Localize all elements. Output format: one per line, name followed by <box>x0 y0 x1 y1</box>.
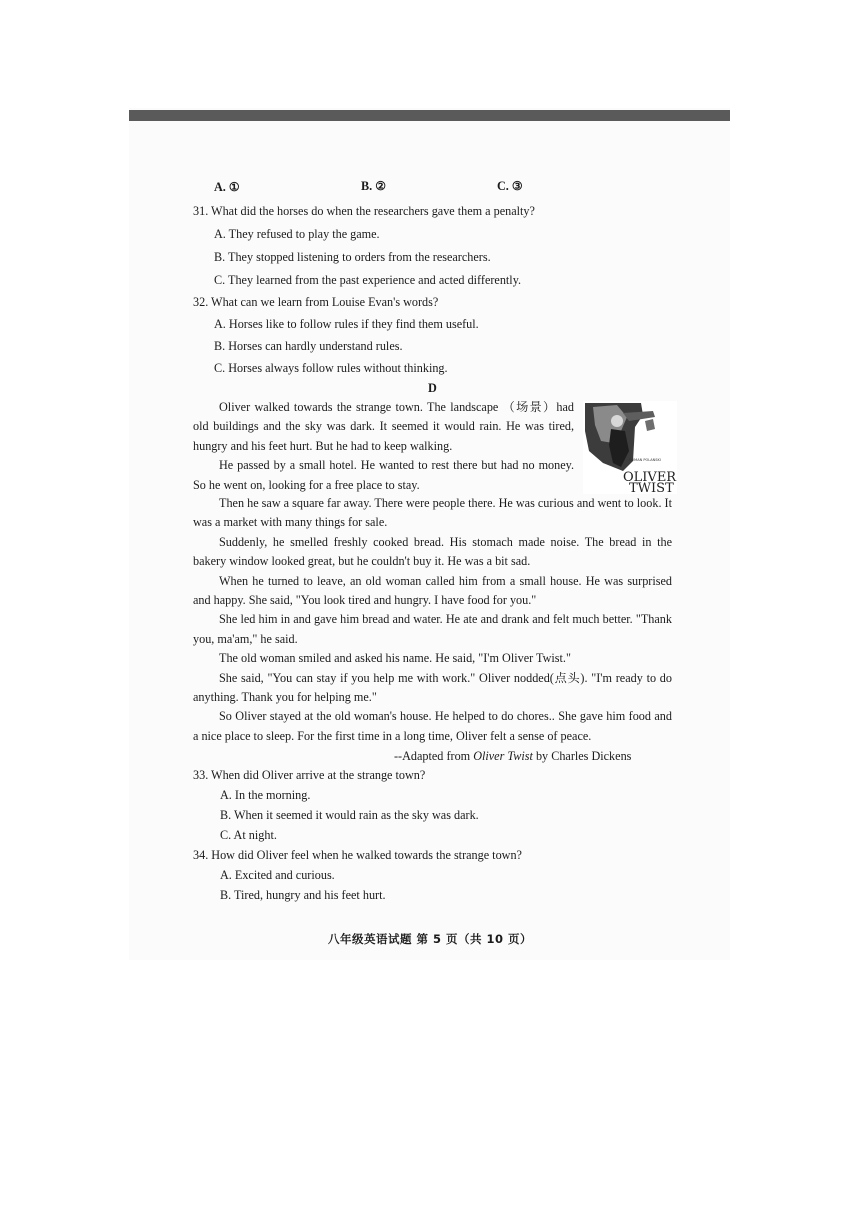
q32-option-c: C. Horses always follow rules without thinking. <box>214 361 448 375</box>
q30-option-a: A. ① <box>214 180 240 194</box>
passage-paragraph-8: She said, "You can stay if you help me with work." Oliver nodded(点头). "I'm ready to do anything. Thank you for helping me." <box>193 670 672 705</box>
q33-option-a: A. In the morning. <box>220 788 311 802</box>
top-border-bar <box>129 110 730 121</box>
q34-option-a: A. Excited and curious. <box>220 868 335 882</box>
q30-option-b: B. ② <box>361 179 387 193</box>
q31-option-c: C. They learned from the past experience and acted differently. <box>214 273 522 287</box>
passage-paragraph-9: So Oliver stayed at the old woman's house. He helped to do chores.. She gave him food and a nice place to sleep. For the first time in a long time, Oliver felt a sense of peace. <box>193 709 672 743</box>
passage-paragraph-3: Then he saw a square far away. There were people there. He was curious and went to look. It was a market with many things for sale. <box>193 496 672 530</box>
cover-title-line2: TWIST <box>629 481 674 494</box>
section-title: D <box>428 381 437 395</box>
source-suffix: by Charles Dickens <box>532 749 632 763</box>
q34-option-b: B. Tired, hungry and his feet hurt. <box>220 888 386 902</box>
q32-stem: 32. What can we learn from Louise Evan's words? <box>193 295 439 309</box>
passage-paragraph-1: Oliver walked towards the strange town. The landscape （场景）had old buildings and the sky was dark. It seemed it would rain. He was tired, hungry and his feet hurt. But he had to keep walking. <box>193 400 574 453</box>
passage-paragraph-6: She led him in and gave him bread and water. He ate and drank and felt much better. "Thank you, ma'am," he said. <box>193 612 672 646</box>
passage-top <box>193 398 574 495</box>
q31-option-b: B. They stopped listening to orders from the researchers. <box>214 250 491 264</box>
passage-paragraph-5: When he turned to leave, an old woman called him from a small house. He was surprised and happy. She said, "You look tired and hungry. I have food for you." <box>193 573 672 608</box>
passage-paragraph-7: The old woman smiled and asked his name. He said, "I'm Oliver Twist." <box>219 651 571 666</box>
page-footer: 八年级英语试题 第 5 页（共 10 页） <box>327 932 533 946</box>
q31-stem: 31. What did the horses do when the researchers gave them a penalty? <box>193 204 535 218</box>
q33-stem: 33. When did Oliver arrive at the strange town? <box>193 768 426 782</box>
source-prefix: --Adapted from <box>394 749 474 763</box>
q34-stem: 34. How did Oliver feel when he walked towards the strange town? <box>193 848 522 862</box>
passage-paragraph-2: He passed by a small hotel. He wanted to rest there but had no money. So he went on, looking for a free place to stay. <box>193 458 574 492</box>
passage-main <box>193 494 672 746</box>
source-title: Oliver Twist <box>473 749 533 763</box>
source-line <box>394 748 631 764</box>
q32-option-a: A. Horses like to follow rules if they find them useful. <box>214 317 479 331</box>
q33-option-c: C. At night. <box>220 828 277 842</box>
cover-top-text: ROMAN POLANSKI <box>629 458 661 462</box>
passage-paragraph-4: Suddenly, he smelled freshly cooked bread. His stomach made noise. The bread in the bakery window looked great, but he couldn't buy it. He was a bit sad. <box>193 534 672 569</box>
oliver-twist-book-cover <box>583 401 677 494</box>
q32-option-b: B. Horses can hardly understand rules. <box>214 339 403 353</box>
q31-option-a: A. They refused to play the game. <box>214 227 380 241</box>
q33-option-b: B. When it seemed it would rain as the sky was dark. <box>220 808 479 822</box>
q30-option-c: C. ③ <box>497 179 523 193</box>
cover-title-line1: OLIVER <box>623 470 677 485</box>
